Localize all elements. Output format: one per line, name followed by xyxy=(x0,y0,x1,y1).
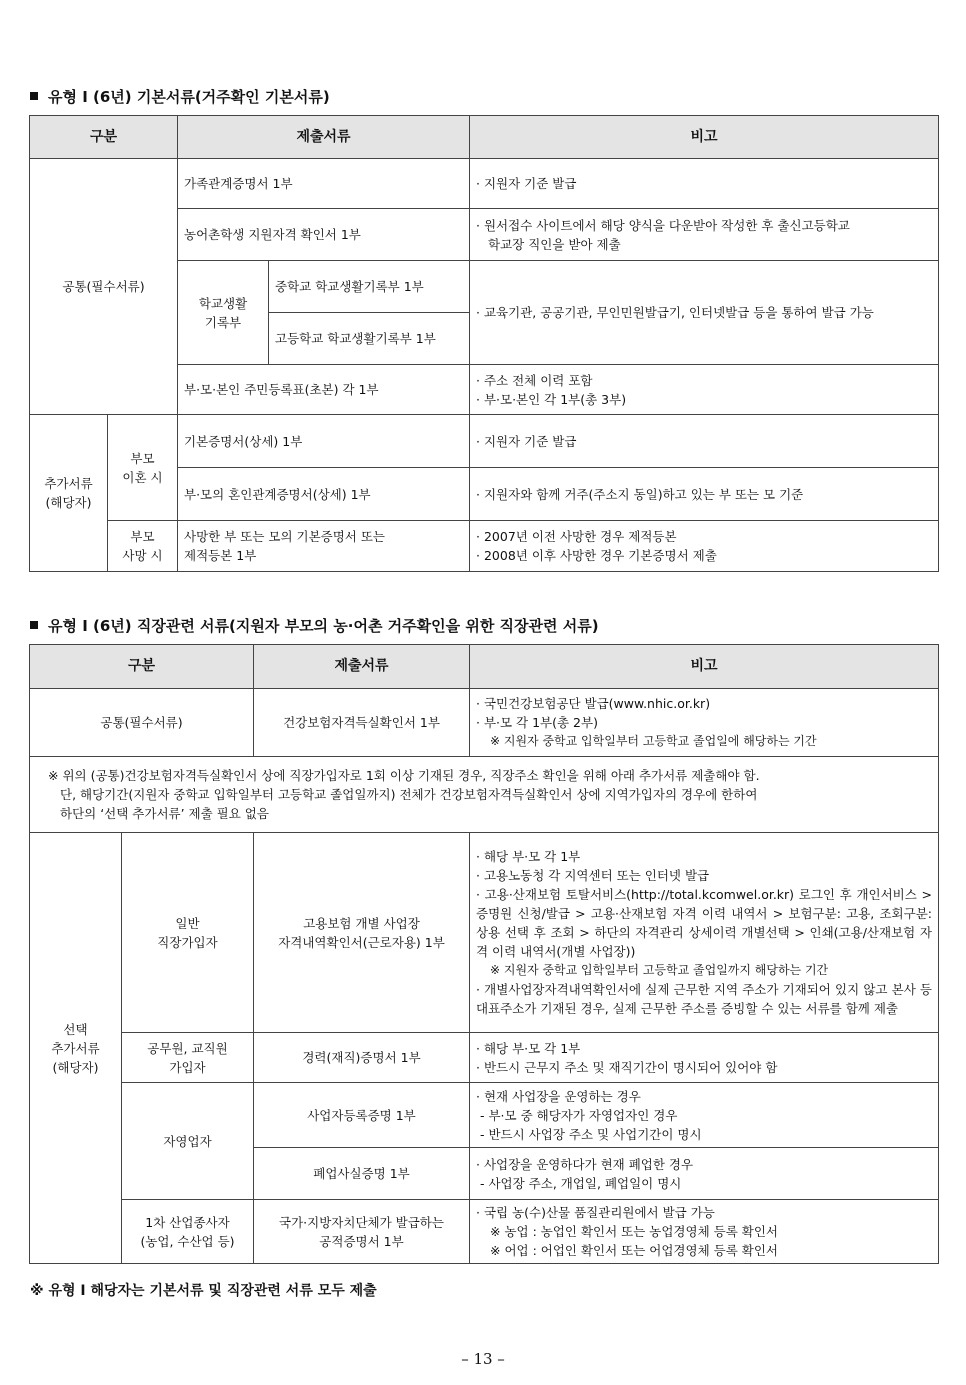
common-required-label: 공통(필수서류) xyxy=(30,689,254,757)
note-deceased-certificate: · 2007년 이전 사망한 경우 제적등본 · 2008년 이후 사망한 경우 기본증명서 제출 xyxy=(470,521,939,572)
general-employee-label: 일반 직장가입자 xyxy=(122,833,254,1033)
note-family-relation: · 지원자 기준 발급 xyxy=(470,159,939,209)
page-number: – 13 – xyxy=(461,1350,505,1368)
header-category: 구분 xyxy=(30,116,178,159)
note-health-insurance: · 국민건강보험공단 발급(www.nhic.or.kr) · 부·모 각 1부(총 2부) ※ 지원자 중학교 입학일부터 고등학교 졸업일에 해당하는 기간 xyxy=(470,689,939,757)
doc-resident-registration: 부·모·본인 주민등록표(초본) 각 1부 xyxy=(178,365,470,415)
basic-documents-table xyxy=(29,115,939,572)
footer-note: ※ 유형 I 해당자는 기본서류 및 직장관련 서류 모두 제출 xyxy=(30,1283,377,1299)
note-school-record: · 교육기관, 공공기관, 무인민원발급기, 인터넷발급 등을 통하여 발급 가능 xyxy=(470,261,939,365)
note-eligibility-confirm: · 원서접수 사이트에서 해당 양식을 다운받아 작성한 후 출신고등학교 학교장 직인을 받아 제출 xyxy=(470,209,939,261)
extra-documents-label: 추가서류 (해당자) xyxy=(30,415,108,572)
section1-title xyxy=(30,86,330,107)
note-public-certificate: · 국립 농(수)산물 품질관리원에서 발급 가능 ※ 농업 : 농업인 확인서 또는 농업경영체 등록 확인서 ※ 어업 : 어업인 확인서 또는 어업경영체 등록 확인서 xyxy=(470,1200,939,1264)
optional-extra-label: 선택 추가서류 (해당자) xyxy=(30,833,122,1264)
doc-middle-school-record: 중학교 학교생활기록부 1부 xyxy=(269,261,470,313)
section2-title-text: 유형 I (6년) 직장관련 서류(지원자 부모의 농·어촌 거주확인을 위한 직장관련 서류) xyxy=(48,617,599,635)
header-documents: 제출서류 xyxy=(254,645,470,689)
doc-basic-certificate: 기본증명서(상세) 1부 xyxy=(178,415,470,468)
square-bullet-icon xyxy=(30,621,38,629)
note-basic-certificate: · 지원자 기준 발급 xyxy=(470,415,939,468)
doc-eligibility-confirm: 농어촌학생 지원자격 확인서 1부 xyxy=(178,209,470,261)
parents-death-label: 부모 사망 시 xyxy=(108,521,178,572)
additional-documents-notice: ※ 위의 (공통)건강보험자격득실확인서 상에 직장가입자로 1회 이상 기재된 경우, 직장주소 확인을 위해 아래 추가서류 제출해야 함. 단, 해당기간(지원자 중학교 입학일부터 고등학교 졸업일까지) 전체가 건강보험자격득실확인서 상에 지역가입자의 경우에 한하여 하단의 ‘선택 추가서류’ 제출 필요 없음 xyxy=(30,757,939,833)
doc-marriage-certificate: 부·모의 혼인관계증명서(상세) 1부 xyxy=(178,468,470,521)
square-bullet-icon xyxy=(30,92,38,100)
doc-public-certificate: 국가·지방자치단체가 발급하는 공적증명서 1부 xyxy=(254,1200,470,1264)
note-employment-certificate: · 해당 부·모 각 1부 · 반드시 근무지 주소 및 재직기간이 명시되어 있어야 함 xyxy=(470,1033,939,1083)
doc-health-insurance: 건강보험자격득실확인서 1부 xyxy=(254,689,470,757)
header-remarks: 비고 xyxy=(470,645,939,689)
self-employed-label: 자영업자 xyxy=(122,1083,254,1200)
school-record-label: 학교생활 기록부 xyxy=(178,261,269,365)
doc-closure-certificate: 폐업사실증명 1부 xyxy=(254,1148,470,1200)
header-category: 구분 xyxy=(30,645,254,689)
doc-business-registration: 사업자등록증명 1부 xyxy=(254,1083,470,1148)
parents-divorce-label: 부모 이혼 시 xyxy=(108,415,178,521)
common-required-label: 공통(필수서류) xyxy=(30,159,178,415)
doc-employment-insurance: 고용보험 개별 사업장 자격내역확인서(근로자용) 1부 xyxy=(254,833,470,1033)
primary-industry-label: 1차 산업종사자 (농업, 수산업 등) xyxy=(122,1200,254,1264)
section2-title xyxy=(30,615,599,636)
note-business-registration: · 현재 사업장을 운영하는 경우 - 부·모 중 해당자가 자영업자인 경우 - 반드시 사업장 주소 및 사업기간이 명시 xyxy=(470,1083,939,1148)
section1-title-text: 유형 I (6년) 기본서류(거주확인 기본서류) xyxy=(48,88,330,106)
note-closure-certificate: · 사업장을 운영하다가 현재 폐업한 경우 - 사업장 주소, 개업일, 폐업일이 명시 xyxy=(470,1148,939,1200)
doc-employment-certificate: 경력(재직)증명서 1부 xyxy=(254,1033,470,1083)
header-documents: 제출서류 xyxy=(178,116,470,159)
work-documents-table xyxy=(29,644,939,1264)
doc-deceased-certificate: 사망한 부 또는 모의 기본증명서 또는 제적등본 1부 xyxy=(178,521,470,572)
public-employee-label: 공무원, 교직원 가입자 xyxy=(122,1033,254,1083)
doc-high-school-record: 고등학교 학교생활기록부 1부 xyxy=(269,313,470,365)
header-remarks: 비고 xyxy=(470,116,939,159)
doc-family-relation: 가족관계증명서 1부 xyxy=(178,159,470,209)
note-employment-insurance: · 해당 부·모 각 1부 · 고용노동청 각 지역센터 또는 인터넷 발급 · 고용·산재보험 토탈서비스(http://total.kcomwel.or.kr) 로그인 후 개인서비스 > 증명원 신청/발급 > 고용·산재보험 자격 이력 내역서 > 보험구분: 고용, 조회구분: 상용 선택 후 조회 > 하단의 자격관리 상세이력 개별선택 > 인쇄(고용/산재보험 자격 이력 내역서(개별 사업장)) ※ 지원자 중학교 입학일부터 고등학교 졸업일까지 해당하는 기간 · 개별사업장자격내역확인서에 실제 근무한 지역 주소가 기재되어 있지 않고 본사 등 대표주소가 기재된 경우, 실제 근무한 주소를 증빙할 수 있는 서류를 함께 제출 xyxy=(470,833,939,1033)
note-resident-registration: · 주소 전체 이력 포함 · 부·모·본인 각 1부(총 3부) xyxy=(470,365,939,415)
note-marriage-certificate: · 지원자와 함께 거주(주소지 동일)하고 있는 부 또는 모 기준 xyxy=(470,468,939,521)
